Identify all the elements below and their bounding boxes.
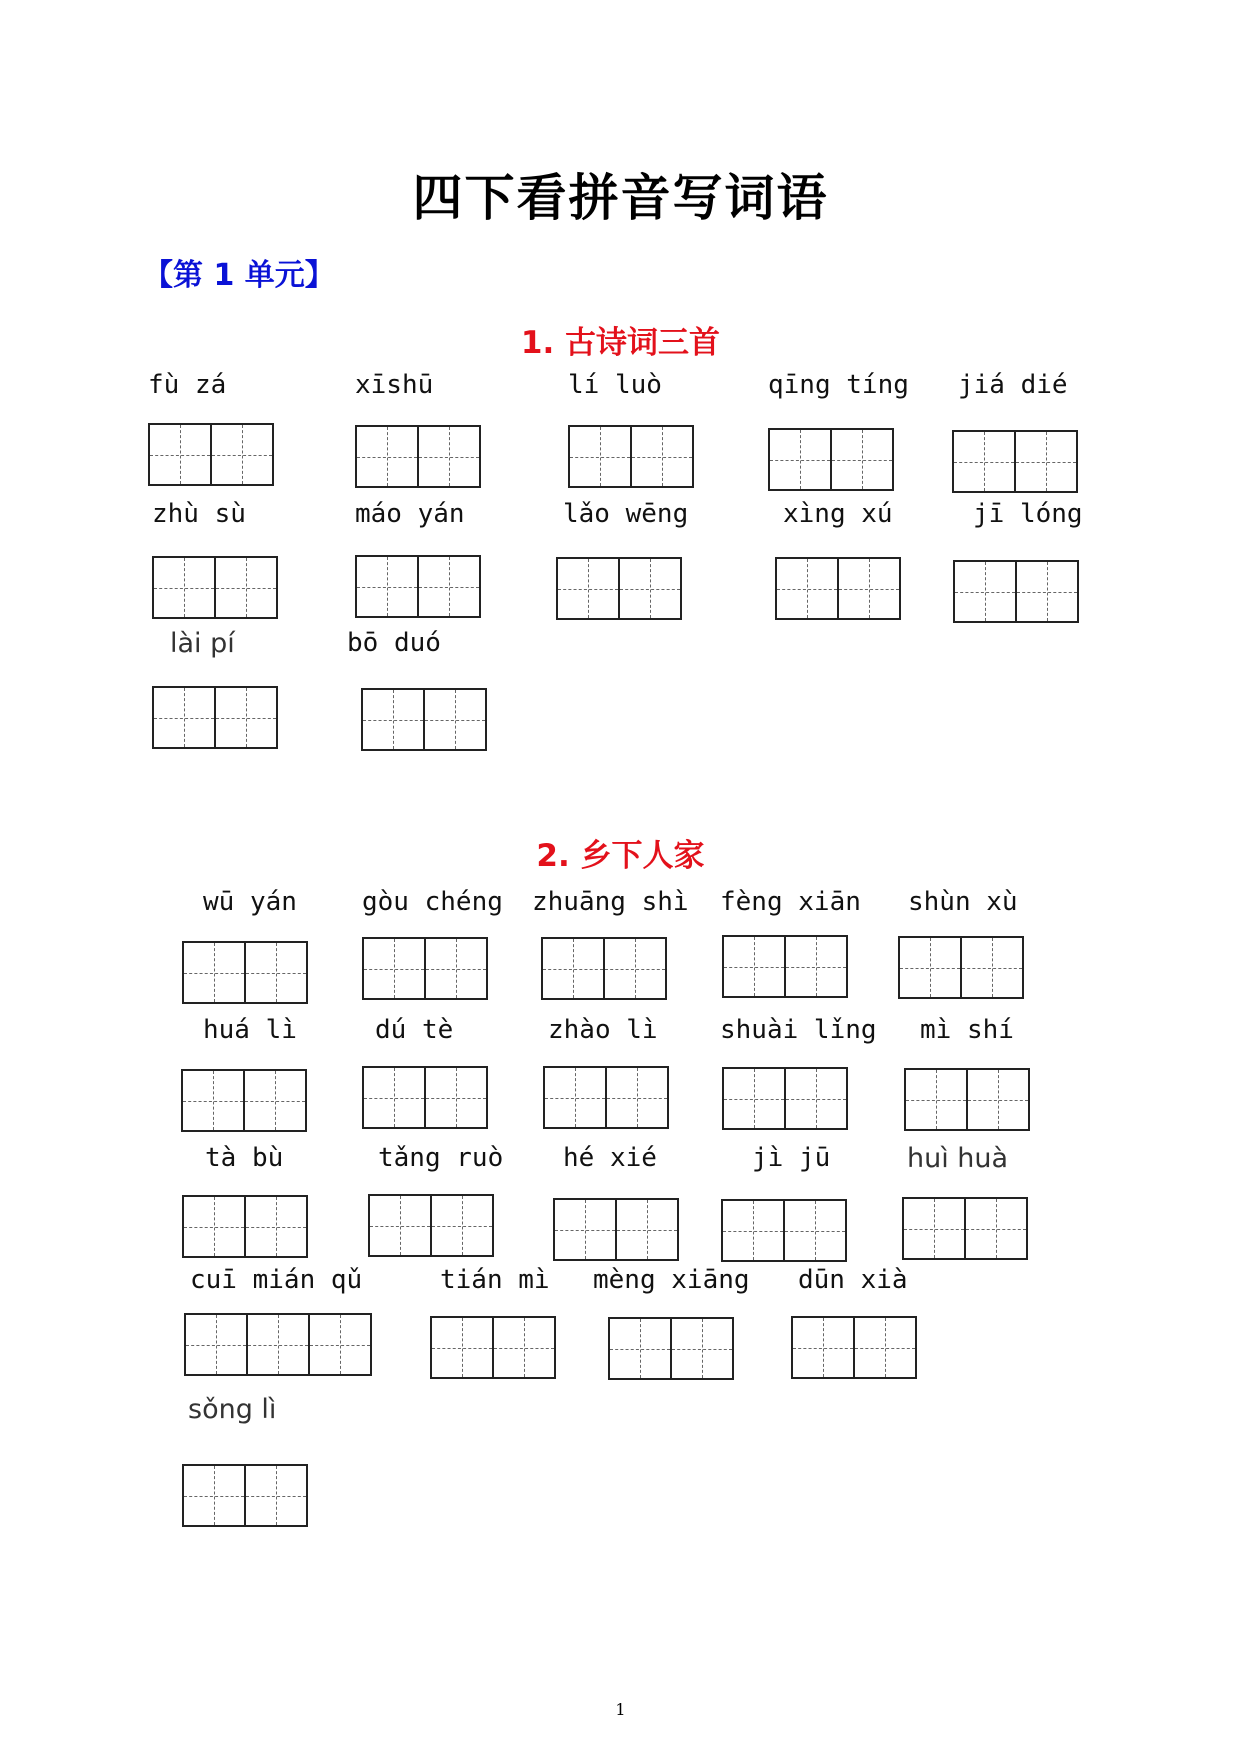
pinyin-label: hé xié — [563, 1143, 657, 1173]
tian-zi-ge-cell[interactable] — [830, 428, 894, 491]
answer-grid[interactable] — [152, 686, 276, 749]
answer-grid[interactable] — [182, 1195, 306, 1258]
tian-zi-ge-cell[interactable] — [543, 1066, 607, 1129]
answer-grid[interactable] — [148, 423, 272, 486]
tian-zi-ge-cell[interactable] — [148, 423, 212, 486]
tian-zi-ge-cell[interactable] — [553, 1198, 617, 1261]
page-number: 1 — [615, 1700, 626, 1719]
tian-zi-ge-cell[interactable] — [605, 1066, 669, 1129]
pinyin-label: mèng xiāng — [593, 1265, 750, 1295]
tian-zi-ge-cell[interactable] — [362, 1066, 426, 1129]
tian-zi-ge-cell[interactable] — [791, 1316, 855, 1379]
pinyin-label: mì shí — [920, 1015, 1014, 1045]
answer-grid[interactable] — [775, 557, 899, 620]
tian-zi-ge-cell[interactable] — [182, 1195, 246, 1258]
pinyin-label: xìng xú — [783, 499, 893, 529]
tian-zi-ge-cell[interactable] — [784, 935, 848, 998]
tian-zi-ge-cell[interactable] — [953, 560, 1017, 623]
tian-zi-ge-cell[interactable] — [966, 1068, 1030, 1131]
answer-grid[interactable] — [362, 1066, 486, 1129]
tian-zi-ge-cell[interactable] — [783, 1199, 847, 1262]
tian-zi-ge-cell[interactable] — [368, 1194, 432, 1257]
tian-zi-ge-cell[interactable] — [246, 1313, 310, 1376]
tian-zi-ge-cell[interactable] — [630, 425, 694, 488]
tian-zi-ge-cell[interactable] — [214, 686, 278, 749]
pinyin-label: tián mì — [440, 1265, 550, 1295]
answer-grid[interactable] — [556, 557, 680, 620]
pinyin-label: tà bù — [205, 1143, 284, 1173]
tian-zi-ge-cell[interactable] — [1015, 560, 1079, 623]
answer-grid[interactable] — [952, 430, 1076, 493]
tian-zi-ge-cell[interactable] — [721, 1199, 785, 1262]
pinyin-label: tǎng ruò — [378, 1143, 504, 1173]
tian-zi-ge-cell[interactable] — [541, 937, 605, 1000]
pinyin-label: huá lì — [203, 1015, 297, 1045]
tian-zi-ge-cell[interactable] — [417, 555, 481, 618]
pinyin-label: zhù sù — [152, 499, 246, 529]
pinyin-label: zhào lì — [548, 1015, 658, 1045]
page-title: 四下看拼音写词语 — [412, 169, 829, 227]
tian-zi-ge-cell[interactable] — [244, 1464, 308, 1527]
answer-grid[interactable] — [361, 688, 485, 751]
tian-zi-ge-cell[interactable] — [417, 425, 481, 488]
unit-heading: 【第 1 单元】 — [143, 258, 335, 293]
answer-grid[interactable] — [152, 556, 276, 619]
answer-grid[interactable] — [355, 425, 479, 488]
lesson-1-heading: 1. 古诗词三首 — [520, 325, 721, 361]
answer-grid[interactable] — [898, 936, 1022, 999]
answer-grid[interactable] — [368, 1194, 492, 1257]
tian-zi-ge-cell[interactable] — [603, 937, 667, 1000]
tian-zi-ge-cell[interactable] — [960, 936, 1024, 999]
tian-zi-ge-cell[interactable] — [904, 1068, 968, 1131]
pinyin-label: dūn xià — [798, 1265, 908, 1295]
answer-grid[interactable] — [768, 428, 892, 491]
answer-grid[interactable] — [608, 1317, 732, 1380]
tian-zi-ge-cell[interactable] — [615, 1198, 679, 1261]
answer-grid[interactable] — [721, 1199, 845, 1262]
pinyin-label: qīng tíng — [768, 370, 909, 400]
tian-zi-ge-cell[interactable] — [608, 1317, 672, 1380]
tian-zi-ge-cell[interactable] — [902, 1197, 966, 1260]
tian-zi-ge-cell[interactable] — [952, 430, 1016, 493]
pinyin-label: huì huà — [907, 1143, 1009, 1174]
answer-grid[interactable] — [902, 1197, 1026, 1260]
pinyin-label: shuài lǐng — [720, 1015, 877, 1045]
tian-zi-ge-cell[interactable] — [556, 557, 620, 620]
pinyin-label: jì jū — [752, 1143, 831, 1173]
pinyin-label: dú tè — [375, 1015, 454, 1045]
pinyin-label: bō duó — [347, 628, 441, 658]
pinyin-label: lí luò — [568, 370, 662, 400]
pinyin-label: fù zá — [148, 370, 227, 400]
answer-grid[interactable] — [904, 1068, 1028, 1131]
answer-grid[interactable] — [568, 425, 692, 488]
tian-zi-ge-cell[interactable] — [244, 941, 308, 1004]
pinyin-label: sǒng lì — [188, 1394, 277, 1425]
answer-grid[interactable] — [791, 1316, 915, 1379]
tian-zi-ge-cell[interactable] — [181, 1069, 245, 1132]
answer-grid[interactable] — [541, 937, 665, 1000]
tian-zi-ge-cell[interactable] — [964, 1197, 1028, 1260]
answer-grid[interactable] — [181, 1069, 305, 1132]
answer-grid[interactable] — [722, 935, 846, 998]
tian-zi-ge-cell[interactable] — [361, 688, 425, 751]
tian-zi-ge-cell[interactable] — [362, 937, 426, 1000]
tian-zi-ge-cell[interactable] — [837, 557, 901, 620]
tian-zi-ge-cell[interactable] — [210, 423, 274, 486]
tian-zi-ge-cell[interactable] — [430, 1194, 494, 1257]
pinyin-label: jī lóng — [973, 499, 1083, 529]
tian-zi-ge-cell[interactable] — [898, 936, 962, 999]
tian-zi-ge-cell[interactable] — [722, 1067, 786, 1130]
answer-grid[interactable] — [182, 941, 306, 1004]
pinyin-label: lài pí — [170, 628, 235, 659]
tian-zi-ge-cell[interactable] — [152, 556, 216, 619]
tian-zi-ge-cell[interactable] — [768, 428, 832, 491]
tian-zi-ge-cell[interactable] — [784, 1067, 848, 1130]
pinyin-label: zhuāng shì — [532, 887, 689, 917]
pinyin-label: lǎo wēng — [563, 499, 689, 529]
answer-grid[interactable] — [953, 560, 1077, 623]
tian-zi-ge-cell[interactable] — [618, 557, 682, 620]
tian-zi-ge-cell[interactable] — [853, 1316, 917, 1379]
tian-zi-ge-cell[interactable] — [424, 1066, 488, 1129]
tian-zi-ge-cell[interactable] — [152, 686, 216, 749]
lesson-2-heading: 2. 乡下人家 — [536, 838, 705, 874]
pinyin-label: gòu chéng — [362, 887, 503, 917]
pinyin-label: wū yán — [203, 887, 297, 917]
tian-zi-ge-cell[interactable] — [244, 1195, 308, 1258]
tian-zi-ge-cell[interactable] — [355, 555, 419, 618]
answer-grid[interactable] — [722, 1067, 846, 1130]
pinyin-label: jiá dié — [958, 370, 1068, 400]
tian-zi-ge-cell[interactable] — [184, 1313, 248, 1376]
tian-zi-ge-cell[interactable] — [423, 688, 487, 751]
answer-grid[interactable] — [553, 1198, 677, 1261]
tian-zi-ge-cell[interactable] — [670, 1317, 734, 1380]
tian-zi-ge-cell[interactable] — [1014, 430, 1078, 493]
answer-grid[interactable] — [543, 1066, 667, 1129]
tian-zi-ge-cell[interactable] — [492, 1316, 556, 1379]
tian-zi-ge-cell[interactable] — [355, 425, 419, 488]
tian-zi-ge-cell[interactable] — [722, 935, 786, 998]
answer-grid[interactable] — [182, 1464, 306, 1527]
answer-grid[interactable] — [362, 937, 486, 1000]
answer-grid[interactable] — [355, 555, 479, 618]
answer-grid[interactable] — [430, 1316, 554, 1379]
tian-zi-ge-cell[interactable] — [308, 1313, 372, 1376]
tian-zi-ge-cell[interactable] — [430, 1316, 494, 1379]
pinyin-label: cuī mián qǔ — [190, 1265, 363, 1295]
tian-zi-ge-cell[interactable] — [214, 556, 278, 619]
pinyin-label: fèng xiān — [720, 887, 861, 917]
pinyin-label: shùn xù — [908, 887, 1018, 917]
tian-zi-ge-cell[interactable] — [568, 425, 632, 488]
tian-zi-ge-cell[interactable] — [182, 1464, 246, 1527]
answer-grid[interactable] — [184, 1313, 370, 1376]
tian-zi-ge-cell[interactable] — [243, 1069, 307, 1132]
pinyin-label: máo yán — [355, 499, 465, 529]
tian-zi-ge-cell[interactable] — [775, 557, 839, 620]
tian-zi-ge-cell[interactable] — [424, 937, 488, 1000]
tian-zi-ge-cell[interactable] — [182, 941, 246, 1004]
pinyin-label: xīshū — [355, 370, 434, 400]
